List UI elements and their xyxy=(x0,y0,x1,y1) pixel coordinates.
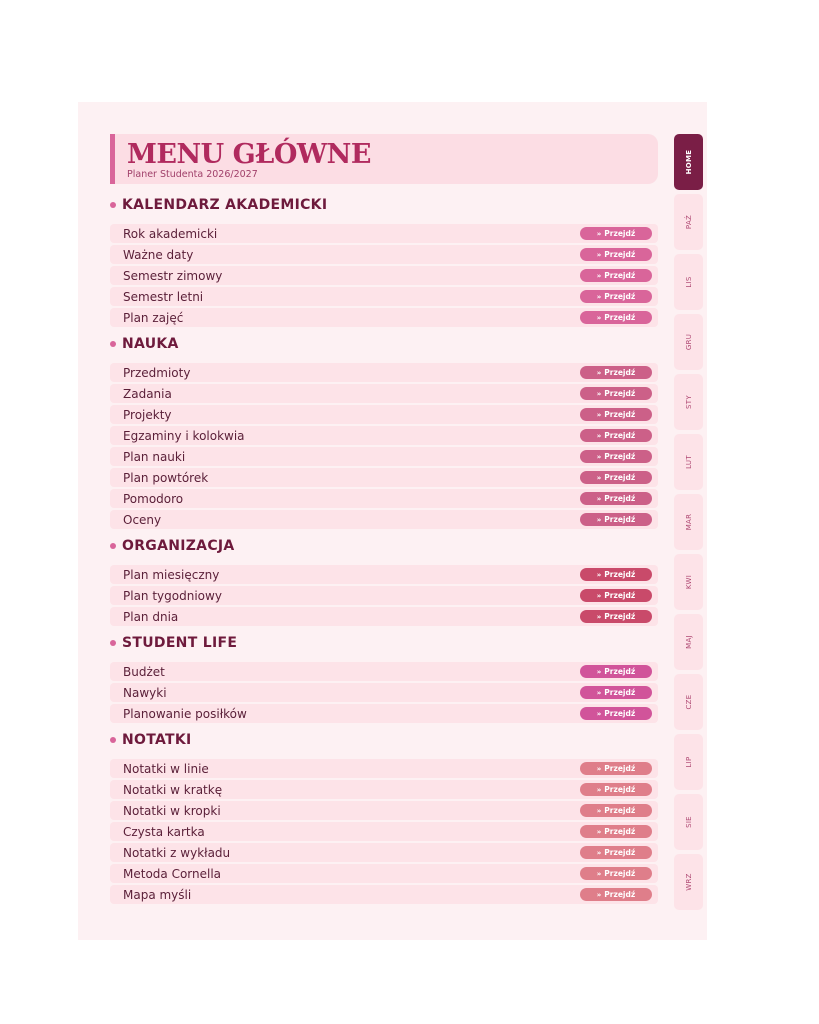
double-chevron-right-icon: » xyxy=(596,431,602,440)
go-button-label: Przejdź xyxy=(604,229,636,238)
double-chevron-right-icon: » xyxy=(596,827,602,836)
section-header xyxy=(110,535,658,557)
section-header xyxy=(110,729,658,751)
go-button[interactable] xyxy=(580,227,652,240)
section-title: STUDENT LIFE xyxy=(122,635,238,651)
go-button[interactable] xyxy=(580,408,652,421)
menu-row[interactable] xyxy=(110,287,658,306)
tab-month[interactable] xyxy=(674,854,703,910)
double-chevron-right-icon: » xyxy=(596,389,602,398)
section-title: NOTATKI xyxy=(122,732,192,748)
tab-month[interactable] xyxy=(674,734,703,790)
go-button-label: Przejdź xyxy=(604,785,636,794)
menu-row-label: Plan miesięczny xyxy=(123,567,220,582)
double-chevron-right-icon: » xyxy=(596,410,602,419)
double-chevron-right-icon: » xyxy=(596,806,602,815)
go-button[interactable] xyxy=(580,568,652,581)
menu-section xyxy=(110,729,658,904)
menu-row[interactable] xyxy=(110,586,658,605)
tab-label: LUT xyxy=(684,455,693,469)
double-chevron-right-icon: » xyxy=(596,570,602,579)
double-chevron-right-icon: » xyxy=(596,667,602,676)
go-button-label: Przejdź xyxy=(604,368,636,377)
go-button[interactable] xyxy=(580,492,652,505)
double-chevron-right-icon: » xyxy=(596,709,602,718)
tab-label: KWI xyxy=(684,574,693,590)
menu-row[interactable] xyxy=(110,510,658,529)
bullet-icon xyxy=(110,543,116,549)
go-button[interactable] xyxy=(580,366,652,379)
go-button[interactable] xyxy=(580,804,652,817)
menu-row-label: Planowanie posiłków xyxy=(123,706,247,721)
menu-row[interactable] xyxy=(110,759,658,778)
menu-row[interactable] xyxy=(110,565,658,584)
tab-label: CZE xyxy=(684,694,693,710)
menu-content xyxy=(110,194,658,906)
tab-label: MAR xyxy=(684,513,693,531)
tab-month[interactable] xyxy=(674,314,703,370)
menu-row-label: Projekty xyxy=(123,407,172,422)
menu-row-label: Plan zajęć xyxy=(123,310,184,325)
go-button-label: Przejdź xyxy=(604,667,636,676)
section-header xyxy=(110,194,658,216)
menu-row[interactable] xyxy=(110,384,658,403)
menu-section xyxy=(110,333,658,529)
go-button-label: Przejdź xyxy=(604,806,636,815)
go-button[interactable] xyxy=(580,471,652,484)
tab-label: STY xyxy=(684,395,693,409)
double-chevron-right-icon: » xyxy=(596,473,602,482)
tab-label: WRZ xyxy=(684,873,693,891)
go-button[interactable] xyxy=(580,762,652,775)
menu-row-label: Notatki w kropki xyxy=(123,803,221,818)
double-chevron-right-icon: » xyxy=(596,515,602,524)
go-button-label: Przejdź xyxy=(604,494,636,503)
menu-row-label: Plan tygodniowy xyxy=(123,588,222,603)
double-chevron-right-icon: » xyxy=(596,250,602,259)
double-chevron-right-icon: » xyxy=(596,271,602,280)
menu-row-label: Metoda Cornella xyxy=(123,866,222,881)
menu-row-label: Plan powtórek xyxy=(123,470,209,485)
tab-month[interactable] xyxy=(674,554,703,610)
section-header xyxy=(110,632,658,654)
tab-label: LIS xyxy=(684,276,693,288)
tab-label: MAJ xyxy=(684,635,693,649)
go-button[interactable] xyxy=(580,450,652,463)
go-button-label: Przejdź xyxy=(604,890,636,899)
go-button[interactable] xyxy=(580,867,652,880)
menu-row[interactable] xyxy=(110,607,658,626)
go-button-label: Przejdź xyxy=(604,570,636,579)
menu-row-label: Notatki w kratkę xyxy=(123,782,223,797)
tab-month[interactable] xyxy=(674,614,703,670)
double-chevron-right-icon: » xyxy=(596,494,602,503)
double-chevron-right-icon: » xyxy=(596,313,602,322)
go-button-label: Przejdź xyxy=(604,612,636,621)
page-title: MENU GŁÓWNE xyxy=(127,139,371,170)
menu-row[interactable] xyxy=(110,363,658,382)
page-header xyxy=(110,134,658,184)
page-subtitle: Planer Studenta 2026/2027 xyxy=(127,169,258,180)
double-chevron-right-icon: » xyxy=(596,848,602,857)
menu-row-label: Przedmioty xyxy=(123,365,191,380)
menu-row-label: Zadania xyxy=(123,386,172,401)
menu-row-label: Notatki w linie xyxy=(123,761,209,776)
menu-row[interactable] xyxy=(110,704,658,723)
menu-row[interactable] xyxy=(110,822,658,841)
go-button-label: Przejdź xyxy=(604,869,636,878)
menu-row[interactable] xyxy=(110,426,658,445)
go-button-label: Przejdź xyxy=(604,515,636,524)
go-button-label: Przejdź xyxy=(604,313,636,322)
month-tabs xyxy=(674,134,703,914)
go-button-label: Przejdź xyxy=(604,271,636,280)
menu-row-label: Czysta kartka xyxy=(123,824,205,839)
menu-section xyxy=(110,194,658,327)
go-button[interactable] xyxy=(580,888,652,901)
double-chevron-right-icon: » xyxy=(596,292,602,301)
tab-label: SIE xyxy=(684,816,693,828)
go-button-label: Przejdź xyxy=(604,410,636,419)
go-button[interactable] xyxy=(580,665,652,678)
go-button[interactable] xyxy=(580,783,652,796)
menu-row-label: Mapa myśli xyxy=(123,887,192,902)
go-button-label: Przejdź xyxy=(604,827,636,836)
go-button-label: Przejdź xyxy=(604,250,636,259)
go-button[interactable] xyxy=(580,311,652,324)
tab-label: LIP xyxy=(684,756,693,768)
menu-row[interactable] xyxy=(110,843,658,862)
double-chevron-right-icon: » xyxy=(596,591,602,600)
section-title: ORGANIZACJA xyxy=(122,538,235,554)
go-button[interactable] xyxy=(580,290,652,303)
tab-month[interactable] xyxy=(674,794,703,850)
go-button[interactable] xyxy=(580,610,652,623)
menu-row[interactable] xyxy=(110,468,658,487)
section-title: KALENDARZ AKADEMICKI xyxy=(122,197,328,213)
menu-section xyxy=(110,535,658,626)
go-button[interactable] xyxy=(580,513,652,526)
menu-row-label: Budżet xyxy=(123,664,165,679)
tab-label: GRU xyxy=(684,333,693,351)
tab-month[interactable] xyxy=(674,194,703,250)
tab-home[interactable] xyxy=(674,134,703,190)
menu-row[interactable] xyxy=(110,801,658,820)
tab-label: PAŹ xyxy=(684,214,693,230)
go-button-label: Przejdź xyxy=(604,688,636,697)
double-chevron-right-icon: » xyxy=(596,890,602,899)
menu-row-label: Plan nauki xyxy=(123,449,186,464)
menu-row-label: Nawyki xyxy=(123,685,167,700)
menu-row-label: Pomodoro xyxy=(123,491,184,506)
tab-label: HOME xyxy=(684,149,693,175)
tab-month[interactable] xyxy=(674,374,703,430)
menu-row-label: Rok akademicki xyxy=(123,226,218,241)
go-button-label: Przejdź xyxy=(604,473,636,482)
double-chevron-right-icon: » xyxy=(596,229,602,238)
tab-month[interactable] xyxy=(674,434,703,490)
go-button-label: Przejdź xyxy=(604,431,636,440)
bullet-icon xyxy=(110,737,116,743)
menu-row-label: Semestr letni xyxy=(123,289,204,304)
bullet-icon xyxy=(110,640,116,646)
go-button[interactable] xyxy=(580,707,652,720)
double-chevron-right-icon: » xyxy=(596,764,602,773)
menu-row[interactable] xyxy=(110,489,658,508)
menu-row[interactable] xyxy=(110,447,658,466)
go-button[interactable] xyxy=(580,387,652,400)
menu-row[interactable] xyxy=(110,405,658,424)
menu-row-label: Ważne daty xyxy=(123,247,194,262)
go-button-label: Przejdź xyxy=(604,292,636,301)
menu-row-label: Oceny xyxy=(123,512,162,527)
go-button-label: Przejdź xyxy=(604,764,636,773)
go-button[interactable] xyxy=(580,686,652,699)
menu-section xyxy=(110,632,658,723)
menu-row[interactable] xyxy=(110,266,658,285)
go-button-label: Przejdź xyxy=(604,389,636,398)
menu-row[interactable] xyxy=(110,864,658,883)
menu-row[interactable] xyxy=(110,308,658,327)
menu-row[interactable] xyxy=(110,224,658,243)
double-chevron-right-icon: » xyxy=(596,612,602,621)
double-chevron-right-icon: » xyxy=(596,688,602,697)
menu-row[interactable] xyxy=(110,662,658,681)
menu-row-label: Egzaminy i kolokwia xyxy=(123,428,245,443)
double-chevron-right-icon: » xyxy=(596,368,602,377)
section-header xyxy=(110,333,658,355)
menu-row[interactable] xyxy=(110,780,658,799)
bullet-icon xyxy=(110,341,116,347)
go-button[interactable] xyxy=(580,589,652,602)
go-button[interactable] xyxy=(580,248,652,261)
double-chevron-right-icon: » xyxy=(596,452,602,461)
go-button[interactable] xyxy=(580,825,652,838)
tab-month[interactable] xyxy=(674,674,703,730)
menu-row-label: Plan dnia xyxy=(123,609,179,624)
go-button[interactable] xyxy=(580,269,652,282)
go-button-label: Przejdź xyxy=(604,591,636,600)
menu-row-label: Notatki z wykładu xyxy=(123,845,231,860)
menu-row[interactable] xyxy=(110,245,658,264)
go-button-label: Przejdź xyxy=(604,452,636,461)
tab-month[interactable] xyxy=(674,494,703,550)
section-title: NAUKA xyxy=(122,336,179,352)
menu-row[interactable] xyxy=(110,885,658,904)
tab-month[interactable] xyxy=(674,254,703,310)
go-button-label: Przejdź xyxy=(604,848,636,857)
go-button[interactable] xyxy=(580,846,652,859)
go-button[interactable] xyxy=(580,429,652,442)
menu-row-label: Semestr zimowy xyxy=(123,268,223,283)
menu-row[interactable] xyxy=(110,683,658,702)
double-chevron-right-icon: » xyxy=(596,869,602,878)
double-chevron-right-icon: » xyxy=(596,785,602,794)
go-button-label: Przejdź xyxy=(604,709,636,718)
bullet-icon xyxy=(110,202,116,208)
